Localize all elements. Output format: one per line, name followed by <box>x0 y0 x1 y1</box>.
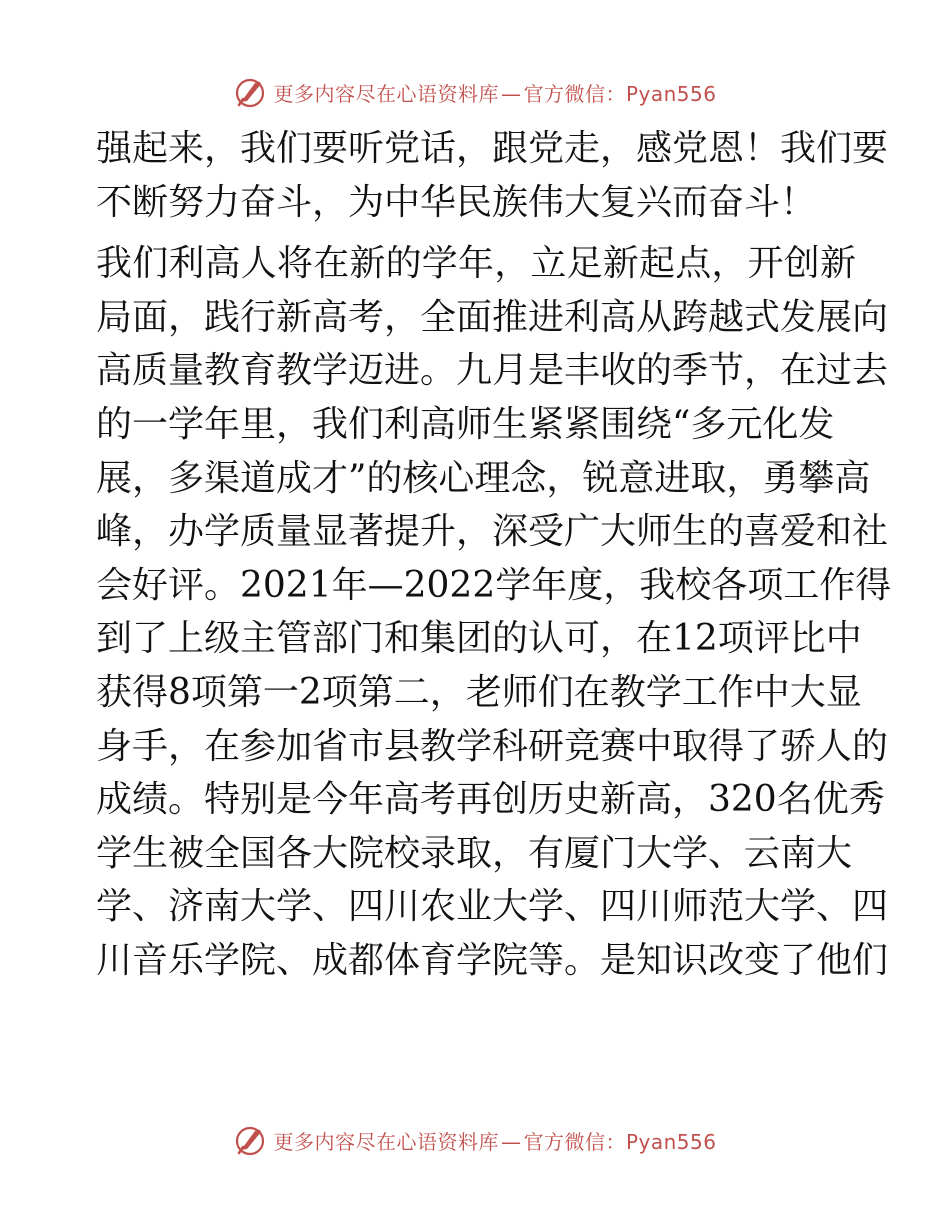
footer-banner-wechat: 官方微信：Pyan556 <box>523 1129 717 1154</box>
document-body <box>96 122 892 988</box>
text-line: 的一学年里，我们利高师生紧紧围绕“多元化发 <box>96 403 835 445</box>
header-banner-wechat: 官方微信：Pyan556 <box>523 81 717 106</box>
text-line: 不断努力奋斗，为中华民族伟大复兴而奋斗！ <box>96 181 817 223</box>
text-line: 川音乐学院、成都体育学院等。是知识改变了他们 <box>96 939 889 981</box>
header-banner-separator: — <box>500 81 522 106</box>
paragraph-1 <box>96 122 889 229</box>
quill-pen-logo-icon <box>233 1123 267 1157</box>
text-line: 会好评。2021年—2022学年度，我校各项工作得 <box>96 564 892 606</box>
page-header-banner <box>0 72 950 112</box>
text-line: 成绩。特别是今年高考再创历史新高，320名优秀 <box>96 779 885 821</box>
text-line: 高质量教育教学迈进。九月是丰收的季节，在过去 <box>96 350 889 392</box>
text-line: 展，多渠道成才”的核心理念，锐意进取，勇攀高 <box>96 457 871 499</box>
text-line: 强起来，我们要听党话，跟党走，感党恩！我们要 <box>96 128 889 169</box>
text-line: 到了上级主管部门和集团的认可，在12项评比中 <box>96 618 862 660</box>
footer-banner-separator: — <box>500 1129 522 1154</box>
header-banner-text <box>273 78 716 107</box>
text-line: 身手，在参加省市县教学科研竞赛中取得了骄人的 <box>96 725 889 767</box>
paragraph-gap <box>96 229 856 237</box>
header-banner-main: 更多内容尽在心语资料库 <box>273 81 499 106</box>
paragraph-2 <box>96 237 892 987</box>
text-line: 局面，践行新高考，全面推进利高从跨越式发展向 <box>96 296 889 338</box>
text-line: 获得8项第一2项第二，老师们在教学工作中大显 <box>96 671 862 713</box>
quill-pen-logo-icon <box>233 75 267 109</box>
text-line: 学生被全国各大院校录取，有厦门大学、云南大 <box>96 832 853 874</box>
page-footer-banner <box>0 1120 950 1160</box>
footer-banner-text <box>273 1126 716 1155</box>
footer-banner-main: 更多内容尽在心语资料库 <box>273 1129 499 1154</box>
text-line: 学、济南大学、四川农业大学、四川师范大学、四 <box>96 886 889 928</box>
text-line: 我们利高人将在新的学年，立足新起点，开创新 <box>96 243 856 285</box>
text-line: 峰，办学质量显著提升，深受广大师生的喜爱和社 <box>96 511 889 553</box>
